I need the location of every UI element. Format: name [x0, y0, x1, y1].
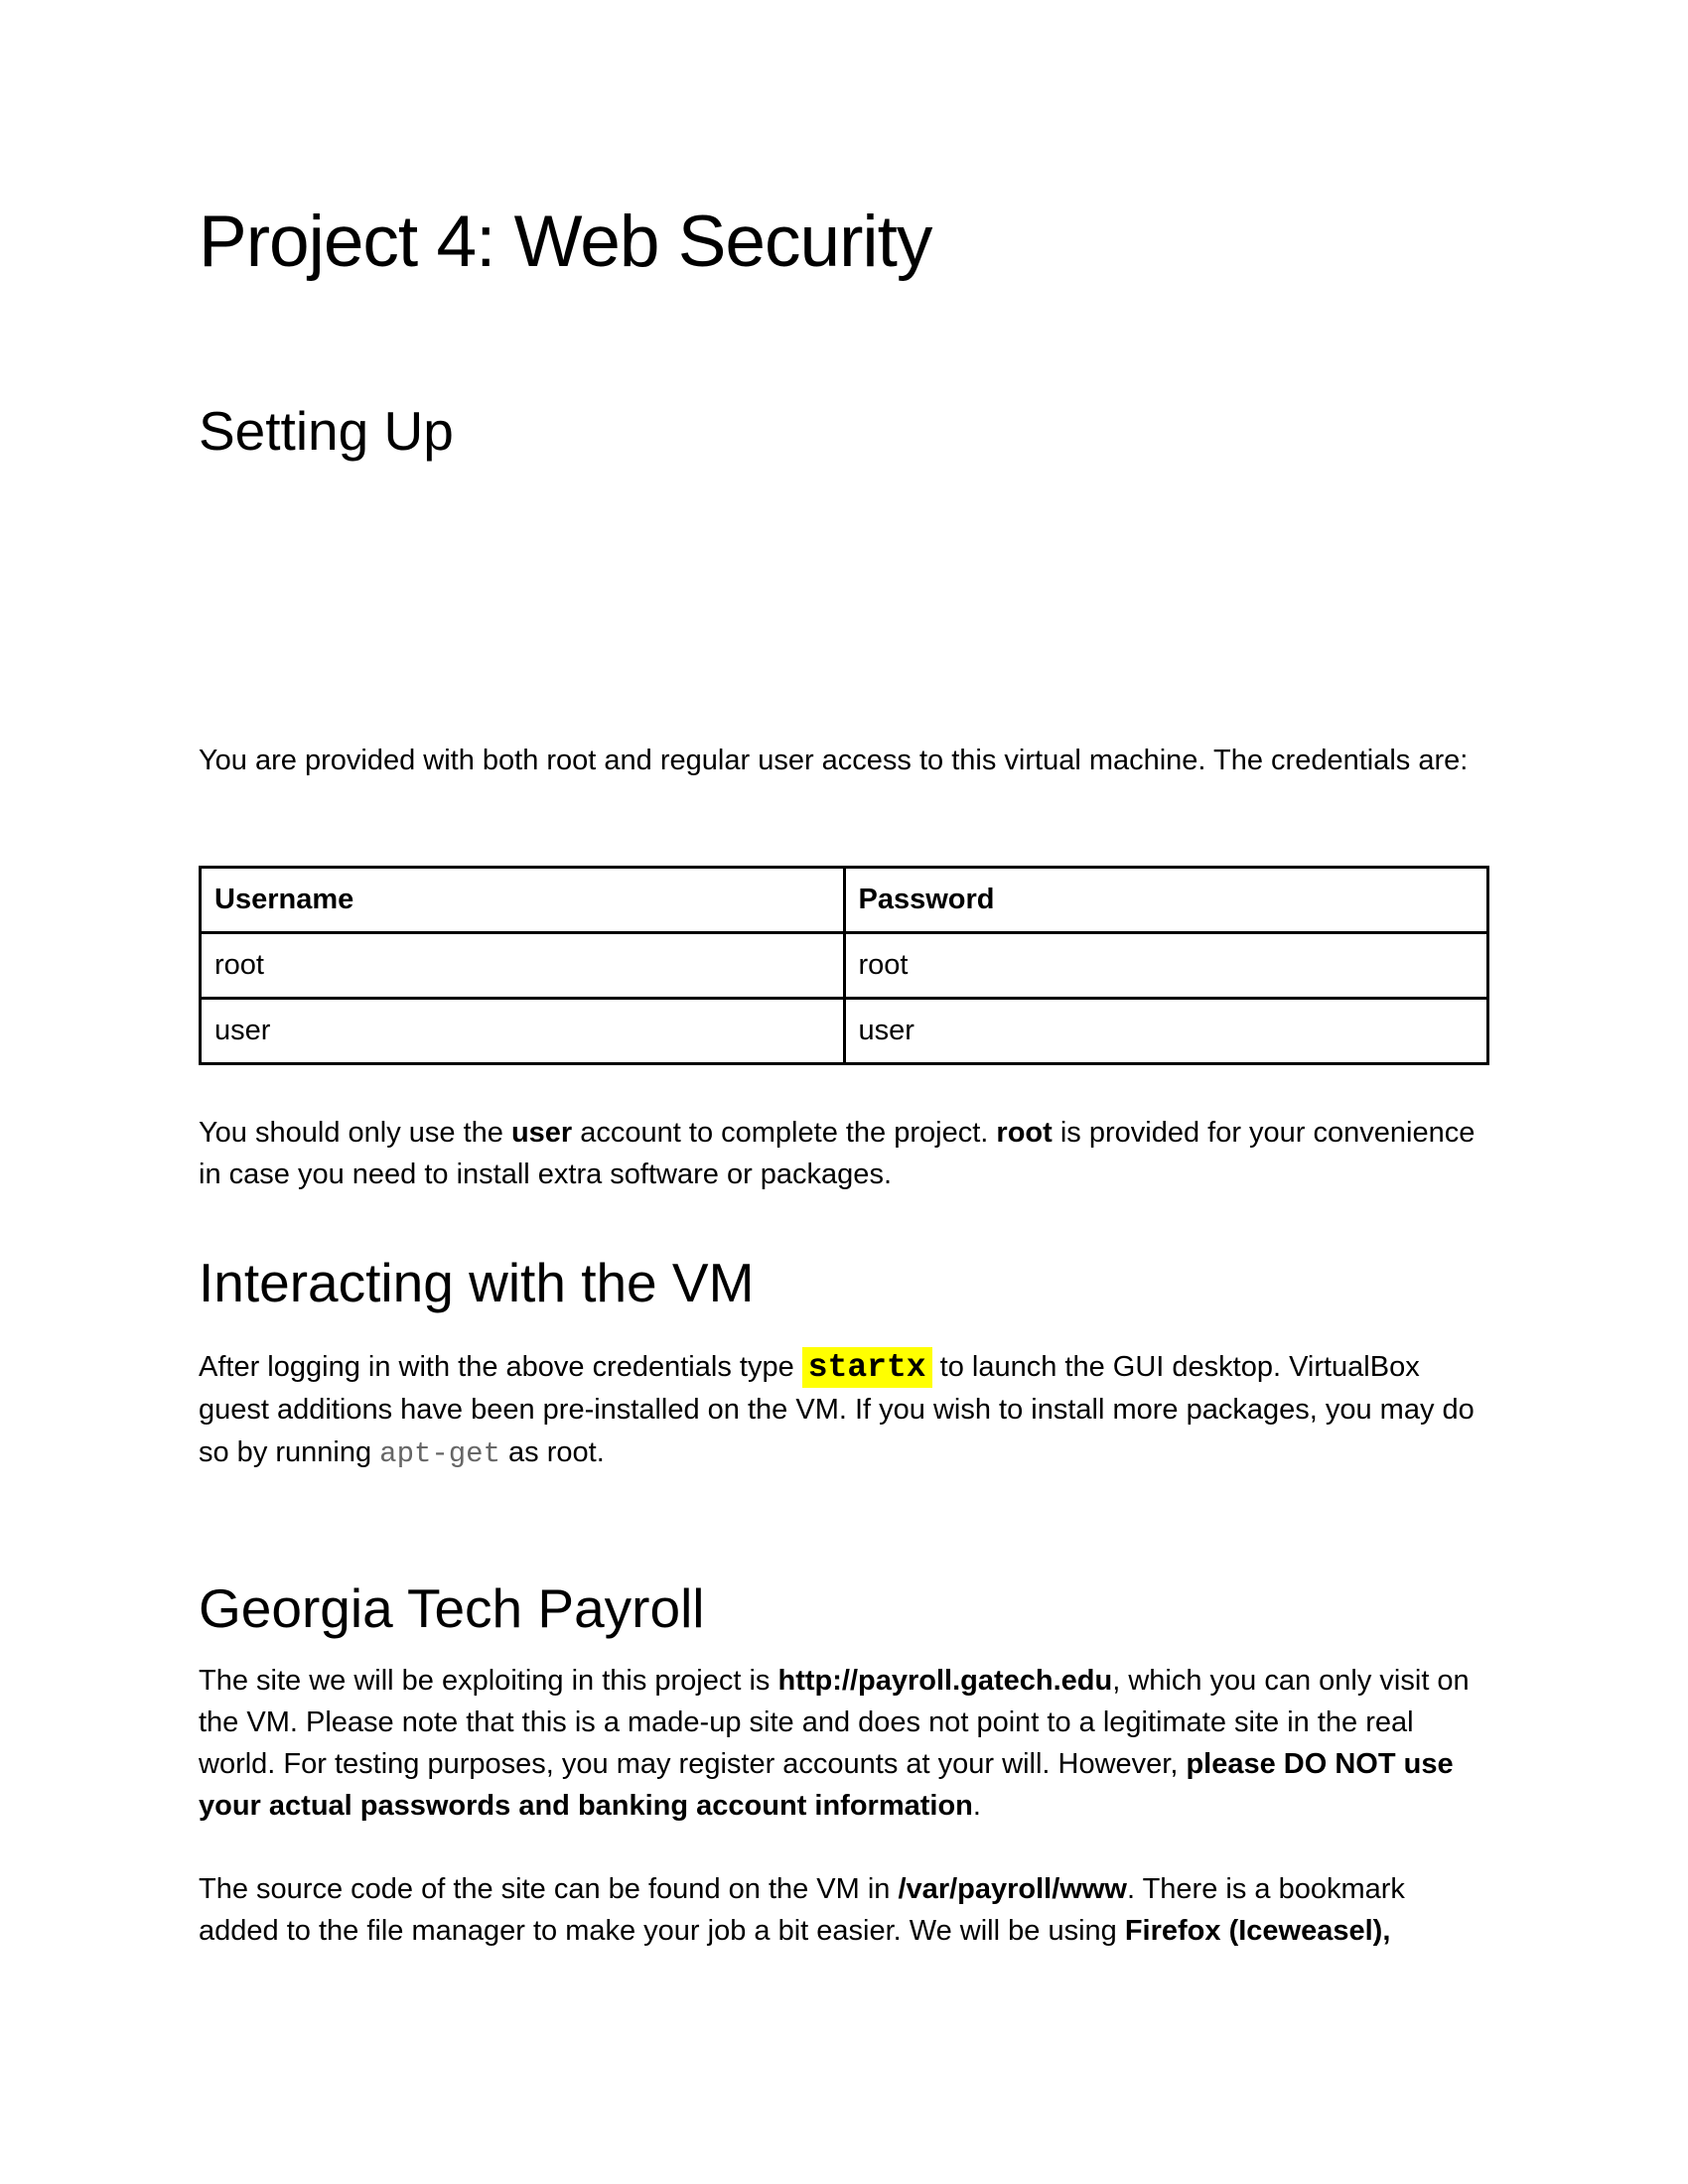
text-run: as root.	[500, 1436, 605, 1468]
text-run: account to complete the project.	[572, 1117, 997, 1149]
text-run: .	[972, 1790, 981, 1822]
text-run: After logging in with the above credentials type	[199, 1351, 802, 1383]
bold-payroll-url: http://payroll.gatech.edu	[777, 1665, 1113, 1697]
bold-firefox: Firefox (Iceweasel),	[1124, 1915, 1391, 1947]
table-row	[201, 933, 1488, 999]
table-header-password: Password	[844, 868, 1488, 933]
bold-root: root	[996, 1117, 1053, 1149]
bold-warning: please DO NOT use your actual passwords and banking account information	[199, 1748, 1454, 1822]
table-header-username: Username	[201, 868, 845, 933]
credentials-table	[199, 866, 1489, 1065]
vm-paragraph	[199, 1346, 1489, 1475]
text-run: The source code of the site can be found on the VM in	[199, 1873, 899, 1905]
bold-user: user	[510, 1117, 573, 1149]
text-run: to launch the GUI desktop. VirtualBox guest additions have been pre-installed on the VM. If you wish to install more packages, you may do so by running	[199, 1351, 1475, 1468]
heading-interacting-vm: Interacting with the VM	[199, 1252, 755, 1313]
bold-source-path: /var/payroll/www	[898, 1873, 1127, 1905]
text-run: . There is a bookmark added to the file manager to make your job a bit easier. We will be using	[199, 1873, 1405, 1947]
table-row	[201, 999, 1488, 1064]
account-usage-paragraph	[199, 1112, 1489, 1195]
table-cell-username: user	[201, 999, 845, 1064]
text-run: The site we will be exploiting in this project is	[199, 1665, 778, 1697]
table-header-row	[201, 868, 1488, 933]
heading-georgia-tech-payroll: Georgia Tech Payroll	[199, 1577, 705, 1639]
page-title: Project 4: Web Security	[199, 202, 932, 282]
setup-intro-paragraph: You are provided with both root and regular user access to this virtual machine. The credentials are:	[199, 745, 1469, 776]
payroll-paragraph-1	[199, 1660, 1489, 1827]
text-run: You should only use the	[199, 1117, 511, 1149]
code-startx: startx	[802, 1347, 932, 1388]
code-apt-get: apt-get	[379, 1437, 500, 1470]
table-cell-password: user	[844, 999, 1488, 1064]
table-cell-password: root	[844, 933, 1488, 999]
table-cell-username: root	[201, 933, 845, 999]
text-run: is provided for your convenience in case you need to install extra software or packages.	[199, 1117, 1476, 1190]
payroll-paragraph-2	[199, 1868, 1489, 1952]
text-run: , which you can only visit on the VM. Please note that this is a made-up site and does not point to a legitimate site in the real world. For testing purposes, you may register accounts at your will. However,	[199, 1665, 1470, 1780]
heading-setting-up: Setting Up	[199, 400, 454, 462]
